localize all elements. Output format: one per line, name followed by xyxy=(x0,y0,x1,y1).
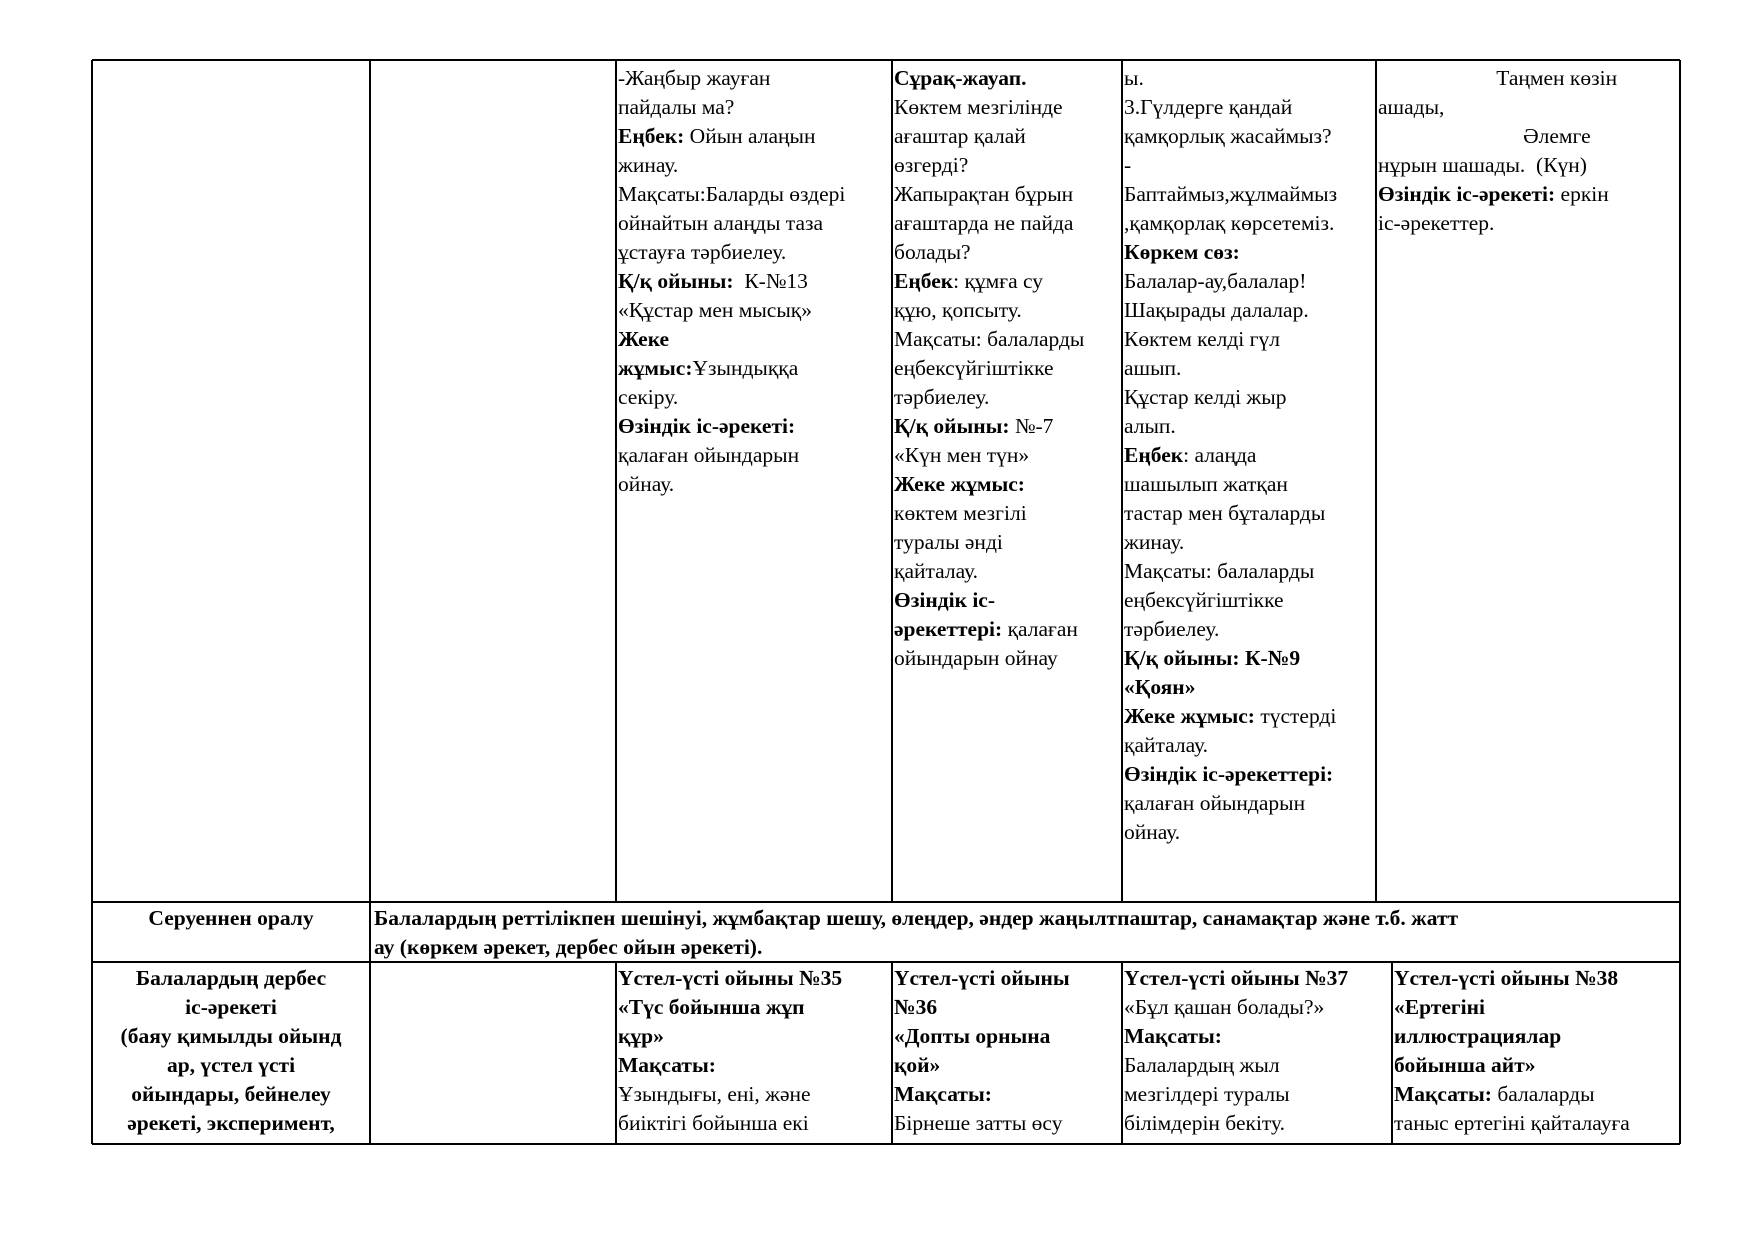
cell-line xyxy=(618,412,845,441)
cell-line xyxy=(894,1080,1070,1109)
bold-text: Сұрақ-жауап. xyxy=(894,66,1027,90)
cell-text: биіктігі бойынша екі xyxy=(618,1111,809,1135)
cell-line xyxy=(894,151,1084,180)
cell-text: Мақсаты:Баларды өздері xyxy=(618,182,846,206)
cell-text: Көктем келді гүл xyxy=(1124,327,1280,351)
table-game-38-cell xyxy=(1394,964,1630,1138)
cell-line xyxy=(618,1051,842,1080)
bold-text: «Ертегіні xyxy=(1394,995,1485,1019)
cell-line xyxy=(1124,383,1337,412)
cell-text: ағаштарда не пайда xyxy=(894,211,1074,235)
cell-line xyxy=(1378,151,1617,180)
cell-line xyxy=(894,122,1084,151)
cell-text: ашады, xyxy=(1378,95,1445,119)
cell-line xyxy=(1394,1051,1630,1080)
cell-text: тәрбиелеу. xyxy=(894,385,990,409)
cell-line xyxy=(1124,441,1337,470)
cell-line xyxy=(1124,267,1337,296)
cell-text: ,қамқорлақ көрсетеміз. xyxy=(1124,211,1335,235)
bold-text: Өзіндік іс-әрекеті: xyxy=(618,414,796,438)
cell-line xyxy=(1124,470,1337,499)
cell-line xyxy=(1124,760,1337,789)
cell-line xyxy=(1394,993,1630,1022)
cell-text: Жапырақтан бұрын xyxy=(894,182,1074,206)
cell-text: еркін xyxy=(1555,182,1609,206)
cell-text: Мақсаты: балаларды xyxy=(1124,559,1315,583)
cell-line xyxy=(1124,64,1337,93)
cell-line xyxy=(618,441,845,470)
cell-line xyxy=(1394,1080,1630,1109)
cell-text: ойнау. xyxy=(618,472,675,496)
cell-text: Мақсаты: балаларды xyxy=(894,327,1085,351)
bold-text: иллюстрациялар xyxy=(1394,1024,1562,1048)
return-from-walk-text-line: Балалардың реттілікпен шешінуі, жұмбақтар шешу, өлеңдер, әндер жаңылтпаштар, санамақтар және т.б. жатт xyxy=(374,906,1459,930)
bold-text: «Қоян» xyxy=(1124,675,1196,699)
label-line: әрекеті, эксперимент, xyxy=(127,1111,335,1135)
cell-line xyxy=(1124,296,1337,325)
cell-line xyxy=(894,557,1084,586)
label-line: (баяу қимылды ойынд xyxy=(120,1024,342,1048)
bold-text: «Допты орнына xyxy=(894,1024,1051,1048)
bold-text: Қ/қ ойыны: xyxy=(618,269,734,293)
cell-text: жинау. xyxy=(618,153,679,177)
cell-line xyxy=(1124,673,1337,702)
bold-text: жұмыс: xyxy=(618,356,693,380)
bold-text: Мақсаты: xyxy=(894,1082,992,1106)
cell-line xyxy=(894,964,1070,993)
cell-text: секіру. xyxy=(618,385,679,409)
cell-line xyxy=(894,528,1084,557)
cell-line xyxy=(894,383,1084,412)
cell-line xyxy=(894,499,1084,528)
cell-line xyxy=(894,615,1084,644)
bold-text: Көркем сөз: xyxy=(1124,240,1240,264)
cell-line xyxy=(894,1051,1070,1080)
cell-text: Әлемге xyxy=(1378,124,1591,148)
cell-text: қамқорлық жасаймыз? xyxy=(1124,124,1332,148)
cell-text: К-№13 xyxy=(733,269,808,293)
cell-text: түстерді xyxy=(1254,704,1337,728)
cell-line xyxy=(894,209,1084,238)
cell-line xyxy=(618,383,845,412)
cell-line xyxy=(618,296,845,325)
bold-text: Қ/қ ойыны: xyxy=(894,414,1010,438)
cell-line xyxy=(1124,354,1337,383)
cell-text: іс-әрекеттер. xyxy=(1378,211,1495,235)
cell-line xyxy=(894,238,1084,267)
independent-activity-label xyxy=(92,964,370,1138)
cell-line xyxy=(1378,209,1617,238)
bold-text: Мақсаты: xyxy=(618,1053,716,1077)
cell-line xyxy=(618,1022,842,1051)
cell-line xyxy=(618,64,845,93)
walk-cell-thursday xyxy=(1124,64,1337,847)
bold-text: қой» xyxy=(894,1053,941,1077)
bold-text: Үстел-үсті ойыны xyxy=(894,966,1070,990)
label-line: Балалардың дербес xyxy=(135,966,327,990)
table-game-37-cell xyxy=(1124,964,1348,1138)
cell-line xyxy=(1378,122,1617,151)
cell-line xyxy=(894,993,1070,1022)
bold-text: Жеке жұмыс: xyxy=(1124,704,1255,728)
cell-line xyxy=(618,93,845,122)
cell-line xyxy=(894,586,1084,615)
cell-line xyxy=(1378,180,1617,209)
cell-line xyxy=(618,151,845,180)
cell-text: ашып. xyxy=(1124,356,1182,380)
bold-text: Қ/қ ойыны: К-№9 xyxy=(1124,646,1301,670)
walk-cell-friday xyxy=(1378,64,1617,238)
cell-line xyxy=(894,644,1084,673)
cell-line xyxy=(1124,238,1337,267)
cell-text: Құстар келді жыр xyxy=(1124,385,1287,409)
cell-line xyxy=(1394,1022,1630,1051)
cell-line xyxy=(1124,964,1348,993)
cell-line xyxy=(618,470,845,499)
cell-text: нұрын шашады. (Күн) xyxy=(1378,153,1587,177)
cell-line xyxy=(1124,209,1337,238)
cell-text: -Жаңбыр жауған xyxy=(618,66,771,90)
cell-text: 3.Гүлдерге қандай xyxy=(1124,95,1293,119)
cell-line xyxy=(894,180,1084,209)
cell-text: ағаштар қалай xyxy=(894,124,1026,148)
cell-text: Ұзындығы, ені, және xyxy=(618,1082,811,1106)
cell-line xyxy=(894,470,1084,499)
cell-text: Баптаймыз,жұлмаймыз xyxy=(1124,182,1338,206)
bold-text: №36 xyxy=(894,995,938,1019)
cell-line xyxy=(1124,818,1337,847)
bold-text: Үстел-үсті ойыны №35 xyxy=(618,966,843,990)
cell-text: жинау. xyxy=(1124,530,1185,554)
cell-text: ойнау. xyxy=(1124,820,1181,844)
cell-text: : алаңда xyxy=(1183,443,1257,467)
bold-text: Өзіндік іс-әрекеттері: xyxy=(1124,762,1334,786)
cell-line xyxy=(1394,964,1630,993)
cell-line xyxy=(618,267,845,296)
cell-text: білімдерін бекіту. xyxy=(1124,1111,1286,1135)
label-line: ойындары, бейнелеу xyxy=(131,1082,331,1106)
cell-line xyxy=(618,325,845,354)
cell-line xyxy=(1124,1051,1348,1080)
cell-line xyxy=(1124,789,1337,818)
bold-text: Еңбек xyxy=(1124,443,1184,467)
cell-text: қалаған ойындарын xyxy=(618,443,800,467)
cell-line xyxy=(1124,528,1337,557)
cell-text: мезгілдері туралы xyxy=(1124,1082,1290,1106)
return-from-walk-text-line: ау (көркем әрекет, дербес ойын әрекеті). xyxy=(374,935,763,959)
cell-line xyxy=(1124,180,1337,209)
cell-text: - xyxy=(1124,153,1132,177)
cell-text: Көктем мезгілінде xyxy=(894,95,1063,119)
cell-text: өзгерді? xyxy=(894,153,969,177)
cell-text: «Бұл қашан болады?» xyxy=(1124,995,1325,1019)
bold-text: «Түс бойынша жұп xyxy=(618,995,805,1019)
cell-text: еңбексүйгіштікке xyxy=(1124,588,1284,612)
cell-text: Балалардың жыл xyxy=(1124,1053,1280,1077)
cell-text: қайталау. xyxy=(894,559,979,583)
label-line: ар, үстел үсті xyxy=(166,1053,296,1077)
bold-text: Үстел-үсті ойыны №38 xyxy=(1394,966,1619,990)
cell-line xyxy=(1124,557,1337,586)
cell-line xyxy=(1124,1109,1348,1138)
cell-text: алып. xyxy=(1124,414,1176,438)
cell-text: тәрбиелеу. xyxy=(1124,617,1220,641)
cell-line xyxy=(894,1022,1070,1051)
cell-text: тастар мен бұталарды xyxy=(1124,501,1326,525)
cell-text: Таңмен көзін xyxy=(1378,66,1618,90)
cell-text: қалаған xyxy=(1002,617,1078,641)
return-from-walk-text xyxy=(374,904,1458,962)
cell-line xyxy=(1124,731,1337,760)
cell-text: қалаған ойындарын xyxy=(1124,791,1306,815)
return-from-walk-label-text: Серуеннен оралу xyxy=(148,906,314,930)
cell-line xyxy=(1378,93,1617,122)
label-line: іс-әрекеті xyxy=(185,995,277,1019)
bold-text: әрекеттері: xyxy=(894,617,1003,641)
cell-text: болады? xyxy=(894,240,971,264)
cell-line xyxy=(1378,64,1617,93)
cell-text: «Күн мен түн» xyxy=(894,443,1030,467)
cell-line xyxy=(618,180,845,209)
cell-line xyxy=(1124,325,1337,354)
cell-line xyxy=(618,1080,842,1109)
cell-line xyxy=(618,122,845,151)
cell-line xyxy=(618,354,845,383)
cell-text: №-7 xyxy=(1009,414,1054,438)
bold-text: бойынша айт» xyxy=(1394,1053,1536,1077)
cell-line xyxy=(1124,644,1337,673)
cell-text: ойнайтын алаңды таза xyxy=(618,211,824,235)
cell-text: құю, қопсыту. xyxy=(894,298,1022,322)
walk-cell-wednesday xyxy=(894,64,1084,673)
cell-text: көктем мезгілі xyxy=(894,501,1027,525)
cell-line xyxy=(894,267,1084,296)
cell-text: Ұзындыққа xyxy=(692,356,799,380)
table-game-35-cell xyxy=(618,964,842,1138)
cell-line xyxy=(618,993,842,1022)
cell-text: қайталау. xyxy=(1124,733,1209,757)
cell-text: Бірнеше затты өсу xyxy=(894,1111,1063,1135)
bold-text: Мақсаты: xyxy=(1124,1024,1222,1048)
cell-line xyxy=(618,209,845,238)
cell-text: ойындарын ойнау xyxy=(894,646,1058,670)
cell-line xyxy=(1124,93,1337,122)
cell-text: ы. xyxy=(1124,66,1144,90)
cell-text: пайдалы ма? xyxy=(618,95,735,119)
cell-text: туралы әнді xyxy=(894,530,1003,554)
cell-text: : құмға су xyxy=(953,269,1044,293)
bold-text: Еңбек xyxy=(894,269,954,293)
cell-line xyxy=(894,93,1084,122)
bold-text: Жеке xyxy=(618,327,670,351)
cell-line xyxy=(894,296,1084,325)
cell-line xyxy=(1124,615,1337,644)
cell-line xyxy=(894,64,1084,93)
bold-text: Үстел-үсті ойыны №37 xyxy=(1124,966,1349,990)
bold-text: Мақсаты: xyxy=(1394,1082,1492,1106)
cell-line xyxy=(1124,122,1337,151)
cell-line xyxy=(1124,1022,1348,1051)
cell-line xyxy=(894,412,1084,441)
cell-text: еңбексүйгіштікке xyxy=(894,356,1054,380)
bold-text: Жеке жұмыс: xyxy=(894,472,1025,496)
cell-line xyxy=(1124,1080,1348,1109)
cell-line xyxy=(1124,499,1337,528)
cell-line xyxy=(1124,993,1348,1022)
cell-text: «Құстар мен мысық» xyxy=(618,298,812,322)
cell-text: Ойын алаңын xyxy=(684,124,816,148)
walk-cell-tuesday xyxy=(618,64,845,499)
bold-text: Өзіндік іс-әрекеті: xyxy=(1378,182,1556,206)
cell-text: балаларды xyxy=(1491,1082,1595,1106)
cell-line xyxy=(1124,412,1337,441)
cell-line xyxy=(1124,702,1337,731)
cell-line xyxy=(894,325,1084,354)
cell-line xyxy=(618,964,842,993)
cell-line xyxy=(618,1109,842,1138)
cell-text: Шақырады далалар. xyxy=(1124,298,1309,322)
cell-text: таныс ертегіні қайталауға xyxy=(1394,1111,1630,1135)
cell-line xyxy=(894,441,1084,470)
cell-text: ұстауға тәрбиелеу. xyxy=(618,240,787,264)
cell-line xyxy=(1394,1109,1630,1138)
cell-line xyxy=(1124,151,1337,180)
table-game-36-cell xyxy=(894,964,1070,1138)
bold-text: Еңбек: xyxy=(618,124,685,148)
cell-line xyxy=(618,238,845,267)
bold-text: құр» xyxy=(618,1024,664,1048)
return-from-walk-label xyxy=(92,904,370,933)
bold-text: Өзіндік іс- xyxy=(894,588,996,612)
cell-text: Балалар-ау,балалар! xyxy=(1124,269,1307,293)
cell-text: шашылып жатқан xyxy=(1124,472,1288,496)
cell-line xyxy=(1124,586,1337,615)
cell-line xyxy=(894,354,1084,383)
cell-line xyxy=(894,1109,1070,1138)
